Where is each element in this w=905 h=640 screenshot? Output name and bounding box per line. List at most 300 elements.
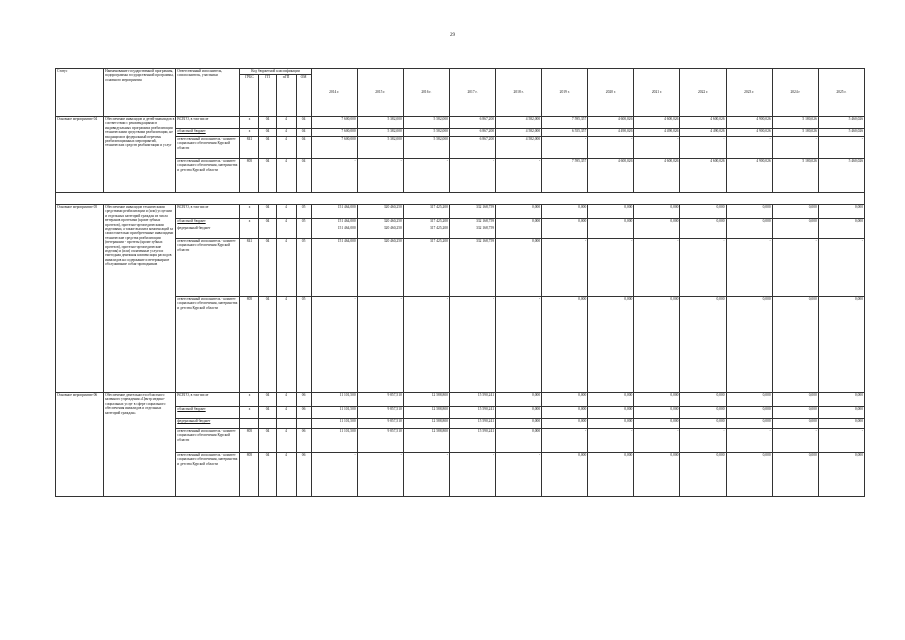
value-cell bbox=[772, 117, 818, 129]
value-cell bbox=[403, 205, 449, 219]
value-cell bbox=[815, 239, 864, 297]
value-cell bbox=[634, 393, 680, 407]
value-cell bbox=[311, 219, 357, 239]
value-cell bbox=[311, 117, 357, 129]
code-gp-cell: 04 bbox=[259, 219, 276, 239]
value-text: 7 595,357 bbox=[571, 117, 587, 121]
value-text: 0,000 bbox=[762, 453, 771, 457]
value-cell bbox=[311, 453, 357, 497]
value-cell bbox=[726, 219, 772, 239]
value-cell bbox=[311, 159, 357, 193]
code-grbs-cell: х bbox=[240, 205, 259, 219]
value-text: 5 180,026 bbox=[802, 159, 817, 163]
value-text: 0,000 bbox=[808, 419, 817, 423]
code-om-cell: 05 bbox=[296, 239, 311, 297]
header-year: 2021 г. bbox=[634, 69, 680, 117]
status-cell: Основное мероприятие 04 bbox=[56, 117, 104, 193]
value-text: 0,000 bbox=[624, 419, 633, 423]
executor-cell bbox=[176, 429, 240, 453]
value-text: 5 382,000 bbox=[387, 117, 402, 121]
value-text: - bbox=[492, 159, 495, 163]
spacer-row bbox=[56, 193, 865, 205]
value-text: - bbox=[723, 239, 725, 243]
value-text: 0,000 bbox=[854, 297, 863, 301]
value-text: 332 168,759 bbox=[476, 219, 495, 223]
value-cell bbox=[680, 419, 726, 429]
value-text: 6 555,357 bbox=[571, 129, 587, 133]
value-cell bbox=[588, 429, 634, 453]
value-text: 0,000 bbox=[532, 407, 541, 411]
value-cell bbox=[634, 407, 680, 419]
value-cell bbox=[446, 453, 495, 497]
value-cell bbox=[588, 205, 634, 219]
value-text: 12 588,800 bbox=[431, 393, 448, 397]
value-text: - bbox=[677, 137, 679, 141]
code-om-cell: 04 bbox=[296, 159, 311, 193]
executor-label: ответственный исполнитель - комитет социального обеспечения Курской области bbox=[177, 429, 236, 442]
code-pgp-cell: 4 bbox=[276, 205, 296, 219]
value-text: - bbox=[492, 453, 495, 457]
value-text: 0,000 bbox=[532, 219, 541, 223]
value-cell bbox=[772, 453, 818, 497]
value-text: 15 590,241 bbox=[477, 393, 495, 397]
value-cell bbox=[772, 239, 818, 297]
value-cell bbox=[588, 239, 634, 297]
value-cell bbox=[818, 219, 864, 239]
value-cell bbox=[726, 137, 772, 159]
value-text: 7 600,000 bbox=[341, 137, 356, 141]
value-cell bbox=[818, 297, 864, 393]
value-cell bbox=[588, 129, 634, 137]
executor-label: федеральный бюджет bbox=[177, 226, 211, 231]
executor-cell bbox=[176, 137, 240, 159]
value-cell bbox=[357, 239, 403, 297]
value-text: 151 464,000 bbox=[337, 219, 356, 223]
value-text: 0,000 bbox=[532, 205, 541, 209]
table-header bbox=[56, 69, 865, 117]
value-text: - bbox=[815, 429, 817, 433]
value-text: 12 588,800 bbox=[431, 429, 448, 433]
value-cell bbox=[311, 393, 357, 407]
executor-cell bbox=[176, 205, 240, 219]
value-cell bbox=[588, 137, 634, 159]
code-gp-cell: 04 bbox=[259, 129, 276, 137]
value-cell bbox=[588, 117, 634, 129]
value-cell bbox=[680, 117, 726, 129]
code-gp-cell: 04 bbox=[259, 453, 276, 497]
value-text: - bbox=[861, 137, 863, 141]
code-grbs-cell: х bbox=[240, 117, 259, 129]
value-cell bbox=[357, 129, 403, 137]
value-text: 4 582,000 bbox=[525, 137, 541, 141]
code-grbs-cell: 805 bbox=[240, 453, 259, 497]
value-text: 0,000 bbox=[670, 419, 679, 423]
executor-label: ВСЕГО, в том числе bbox=[177, 205, 209, 209]
value-cell bbox=[818, 129, 864, 137]
header-year: 2024 г bbox=[772, 69, 818, 117]
executor-cell bbox=[176, 159, 240, 193]
value-text: - bbox=[492, 297, 495, 301]
value-cell bbox=[588, 297, 634, 393]
value-text: 0,000 bbox=[624, 453, 633, 457]
value-text: 0,000 bbox=[716, 297, 725, 301]
executor-label: ВСЕГО, в том числе bbox=[177, 117, 209, 121]
header-year: 2016 г. bbox=[403, 69, 449, 117]
value-text: 0,000 bbox=[532, 239, 541, 243]
value-cell bbox=[588, 419, 634, 429]
value-cell bbox=[726, 429, 772, 453]
code-grbs-cell bbox=[240, 419, 259, 429]
value-text: - bbox=[677, 239, 679, 243]
value-cell bbox=[772, 297, 818, 393]
value-text: - bbox=[354, 453, 356, 457]
value-text: 9 857,510 bbox=[387, 407, 402, 411]
value-text: 4 600,026 bbox=[664, 159, 679, 163]
page-number: 29 bbox=[450, 33, 455, 38]
value-cell bbox=[403, 129, 449, 137]
code-om-cell: 05 bbox=[296, 297, 311, 393]
value-text: 0,000 bbox=[624, 407, 633, 411]
value-text: 9 857,510 bbox=[387, 429, 402, 433]
value-cell bbox=[818, 205, 864, 219]
value-cell bbox=[357, 205, 403, 219]
header-status: Статус bbox=[56, 69, 104, 117]
value-text: 5 582,000 bbox=[433, 129, 448, 133]
value-cell bbox=[449, 129, 495, 137]
value-text: 5 180,026 bbox=[802, 129, 817, 133]
value-text: 4 582,000 bbox=[525, 129, 541, 133]
value-cell bbox=[357, 429, 403, 453]
code-pgp-cell: 4 bbox=[276, 117, 296, 129]
code-grbs-cell: х bbox=[240, 129, 259, 137]
value-text: 320 460,250 bbox=[383, 219, 402, 223]
value-text: - bbox=[354, 159, 356, 163]
value-text: - bbox=[538, 297, 541, 301]
value-text: 0,000 bbox=[716, 219, 725, 223]
code-pgp-cell: 4 bbox=[276, 219, 296, 239]
code-gp-cell: 04 bbox=[259, 297, 276, 393]
value-text: 0,000 bbox=[808, 205, 817, 209]
value-cell bbox=[772, 129, 818, 137]
value-text: - bbox=[723, 137, 725, 141]
value-cell bbox=[726, 407, 772, 419]
value-text: 6 867,200 bbox=[479, 137, 495, 141]
value-cell bbox=[634, 453, 680, 497]
value-cell bbox=[357, 407, 403, 419]
value-text: 332 168,759 bbox=[476, 226, 495, 231]
value-text: 12 588,800 bbox=[431, 407, 448, 411]
value-text: 4 600,026 bbox=[617, 159, 633, 163]
value-cell bbox=[680, 393, 726, 407]
value-cell bbox=[446, 159, 495, 193]
value-text: - bbox=[677, 429, 679, 433]
value-text: 0,000 bbox=[716, 407, 725, 411]
value-text: 151 464,000 bbox=[337, 226, 356, 231]
value-text: - bbox=[538, 159, 541, 163]
value-cell bbox=[311, 205, 357, 219]
value-text: 9 857,510 bbox=[387, 393, 402, 397]
value-cell bbox=[449, 219, 495, 239]
value-text: 0,000 bbox=[670, 407, 679, 411]
value-cell bbox=[449, 393, 495, 407]
value-text: 0,000 bbox=[854, 419, 863, 423]
value-cell bbox=[818, 419, 864, 429]
value-cell bbox=[542, 297, 588, 393]
value-text: - bbox=[815, 137, 817, 141]
value-text: - bbox=[585, 137, 587, 141]
value-text: 0,000 bbox=[578, 205, 587, 209]
value-cell bbox=[634, 219, 680, 239]
code-grbs-cell: 805 bbox=[240, 297, 259, 393]
value-cell bbox=[496, 297, 542, 393]
value-cell bbox=[818, 453, 864, 497]
table-row bbox=[56, 205, 865, 219]
value-text: 0,000 bbox=[808, 407, 817, 411]
value-cell bbox=[449, 205, 495, 219]
value-text: 4 490,026 bbox=[710, 129, 725, 133]
value-text: 4 600,026 bbox=[710, 117, 725, 121]
value-cell bbox=[726, 239, 772, 297]
value-text: 5 460,026 bbox=[848, 159, 863, 163]
value-text: 0,000 bbox=[532, 419, 541, 423]
value-text: 0,000 bbox=[532, 429, 541, 433]
value-text: 4 490,026 bbox=[664, 129, 679, 133]
value-cell bbox=[680, 205, 726, 219]
table-row bbox=[56, 239, 865, 297]
value-cell bbox=[772, 137, 818, 159]
value-cell bbox=[400, 297, 449, 393]
value-text: 11 101,500 bbox=[339, 419, 356, 423]
value-text: 4 600,026 bbox=[664, 117, 679, 121]
header-gp: ГП bbox=[259, 75, 276, 117]
code-gp-cell: 04 bbox=[259, 159, 276, 193]
code-pgp-cell: 4 bbox=[276, 297, 296, 393]
executor-label: ответственный исполнитель - комитет социального обеспечения, материнства и детства Курской области bbox=[177, 159, 238, 172]
executor-label: областной бюджет bbox=[177, 407, 206, 411]
code-grbs-cell: х bbox=[240, 393, 259, 407]
table-body bbox=[56, 117, 865, 497]
value-text: - bbox=[400, 159, 402, 163]
header-year: 2017 г. bbox=[449, 69, 495, 117]
value-cell bbox=[449, 239, 495, 297]
value-cell bbox=[726, 205, 772, 219]
code-pgp-cell: 4 bbox=[276, 453, 296, 497]
value-cell bbox=[588, 219, 634, 239]
value-text: 0,000 bbox=[762, 297, 771, 301]
value-cell bbox=[403, 419, 449, 429]
value-text: 0,000 bbox=[854, 219, 863, 223]
value-text: 0,000 bbox=[578, 419, 587, 423]
value-cell bbox=[311, 137, 357, 159]
value-text: 0,000 bbox=[578, 407, 587, 411]
value-cell bbox=[311, 419, 357, 429]
value-cell bbox=[634, 419, 680, 429]
value-text: 320 460,250 bbox=[383, 239, 402, 243]
executor-cell bbox=[176, 419, 240, 429]
code-grbs-cell: х bbox=[240, 407, 259, 419]
code-grbs-cell: 841 bbox=[240, 137, 259, 159]
value-text: 0,000 bbox=[808, 297, 817, 301]
value-text: - bbox=[631, 429, 633, 433]
value-text: 317 425,200 bbox=[429, 239, 448, 243]
value-cell bbox=[726, 159, 772, 193]
value-cell bbox=[634, 137, 680, 159]
value-cell bbox=[634, 297, 680, 393]
code-om-cell: 04 bbox=[296, 129, 311, 137]
value-cell bbox=[446, 297, 495, 393]
executor-label: ответственный исполнитель - комитет социального обеспечения Курской области bbox=[177, 137, 236, 150]
code-om-cell: 06 bbox=[296, 407, 311, 419]
value-cell bbox=[818, 393, 864, 407]
value-text: 5 180,026 bbox=[802, 117, 817, 121]
value-text: 4 600,026 bbox=[710, 159, 725, 163]
value-cell bbox=[496, 429, 542, 453]
value-cell bbox=[357, 219, 403, 239]
code-gp-cell: 04 bbox=[259, 137, 276, 159]
value-cell bbox=[357, 117, 403, 129]
code-gp-cell: 04 bbox=[259, 393, 276, 407]
table-row bbox=[56, 453, 865, 497]
value-cell bbox=[496, 407, 542, 419]
header-grbs: ГРБС bbox=[240, 75, 259, 117]
table-row bbox=[56, 129, 865, 137]
value-text: - bbox=[585, 429, 587, 433]
value-text: 0,000 bbox=[578, 393, 587, 397]
value-text: 7 600,000 bbox=[341, 129, 356, 133]
value-cell bbox=[542, 137, 588, 159]
value-cell bbox=[542, 117, 588, 129]
value-cell bbox=[588, 159, 634, 193]
code-gp-cell: 04 bbox=[259, 239, 276, 297]
value-text: 5 460,026 bbox=[848, 117, 863, 121]
value-text: - bbox=[538, 453, 541, 457]
value-cell bbox=[403, 239, 449, 297]
value-text: 9 857,510 bbox=[387, 419, 402, 423]
value-text: 320 460,250 bbox=[383, 226, 402, 231]
value-cell bbox=[542, 205, 588, 219]
header-year: 2015 г. bbox=[357, 69, 403, 117]
value-text: 7 595,357 bbox=[571, 159, 587, 163]
code-om-cell: 05 bbox=[296, 205, 311, 219]
value-cell bbox=[354, 453, 403, 497]
value-cell bbox=[542, 453, 588, 497]
header-year: 2020 г. bbox=[588, 69, 634, 117]
value-text: 6 867,200 bbox=[479, 117, 495, 121]
value-text: 4 600,026 bbox=[617, 117, 633, 121]
value-cell bbox=[403, 117, 449, 129]
value-cell bbox=[403, 407, 449, 419]
value-text: - bbox=[400, 453, 402, 457]
value-text: 0,000 bbox=[624, 219, 633, 223]
value-text: 5 382,000 bbox=[387, 137, 402, 141]
value-text: 0,000 bbox=[716, 205, 725, 209]
value-text: 151 464,000 bbox=[337, 239, 356, 243]
value-text: 0,000 bbox=[624, 393, 633, 397]
code-grbs-cell: 841 bbox=[240, 239, 259, 297]
table-row bbox=[56, 117, 865, 129]
value-text: 0,000 bbox=[716, 453, 725, 457]
value-text: - bbox=[446, 453, 448, 457]
value-text: 5 460,026 bbox=[848, 129, 863, 133]
code-pgp-cell: 4 bbox=[276, 137, 296, 159]
value-text: 0,000 bbox=[670, 297, 679, 301]
value-cell bbox=[542, 393, 588, 407]
value-text: - bbox=[861, 429, 863, 433]
value-text: 11 101,500 bbox=[339, 393, 356, 397]
value-text: 0,000 bbox=[854, 393, 863, 397]
value-cell bbox=[680, 129, 726, 137]
value-cell bbox=[680, 429, 726, 453]
value-cell bbox=[449, 407, 495, 419]
value-cell bbox=[311, 129, 357, 137]
value-cell bbox=[634, 117, 680, 129]
code-gp-cell: 04 bbox=[259, 117, 276, 129]
value-text: 0,000 bbox=[532, 393, 541, 397]
value-text: 4 900,026 bbox=[756, 117, 771, 121]
value-cell bbox=[634, 239, 680, 297]
value-cell bbox=[496, 205, 542, 219]
value-cell bbox=[818, 117, 864, 129]
value-text: - bbox=[769, 239, 771, 243]
status-cell: Основное мероприятие 05 bbox=[56, 205, 104, 393]
value-cell bbox=[311, 239, 357, 297]
value-text: 317 425,200 bbox=[429, 226, 448, 231]
value-cell bbox=[772, 219, 818, 239]
value-cell bbox=[588, 453, 634, 497]
value-text: - bbox=[723, 429, 725, 433]
value-cell bbox=[588, 393, 634, 407]
table-row bbox=[56, 419, 865, 429]
code-pgp-cell bbox=[276, 419, 296, 429]
value-cell bbox=[542, 219, 588, 239]
value-cell bbox=[726, 393, 772, 407]
value-cell bbox=[496, 453, 542, 497]
value-text: 0,000 bbox=[762, 407, 771, 411]
value-text: 0,000 bbox=[624, 297, 633, 301]
spacer-cell bbox=[56, 193, 865, 205]
value-text: 317 425,200 bbox=[429, 219, 448, 223]
header-year: 2025 г. bbox=[818, 69, 864, 117]
value-text: 0,000 bbox=[578, 453, 587, 457]
value-text: - bbox=[354, 297, 356, 301]
value-cell bbox=[726, 117, 772, 129]
value-text: 0,000 bbox=[854, 205, 863, 209]
value-text: 15 590,241 bbox=[477, 407, 495, 411]
measure-name-cell: Обеспечение инвалидов и детей-инвалидов в соответствии с рекомендациями в индивидуальных программах реабилитации техническими средствами реабилитации, не входящими в федеральный перечень реабилитационных мероприятий, технических средств реабилитации и услуг bbox=[104, 117, 176, 193]
value-text: 15 590,241 bbox=[477, 429, 495, 433]
value-cell bbox=[772, 393, 818, 407]
value-text: - bbox=[769, 137, 771, 141]
executor-label: федеральный бюджет bbox=[177, 419, 211, 423]
value-text: 0,000 bbox=[670, 205, 679, 209]
header-year: 2019 г. bbox=[542, 69, 588, 117]
value-cell bbox=[772, 205, 818, 219]
value-cell bbox=[726, 453, 772, 497]
value-cell bbox=[726, 129, 772, 137]
value-cell bbox=[496, 159, 542, 193]
value-cell bbox=[496, 117, 542, 129]
code-om-cell: 06 bbox=[296, 393, 311, 407]
value-cell bbox=[496, 419, 542, 429]
code-gp-cell: 04 bbox=[259, 407, 276, 419]
header-year: 2014 г. bbox=[311, 69, 357, 117]
value-cell bbox=[680, 407, 726, 419]
value-cell bbox=[449, 419, 495, 429]
table-row bbox=[56, 407, 865, 419]
value-cell bbox=[634, 429, 680, 453]
value-cell bbox=[634, 159, 680, 193]
value-cell bbox=[496, 239, 542, 297]
